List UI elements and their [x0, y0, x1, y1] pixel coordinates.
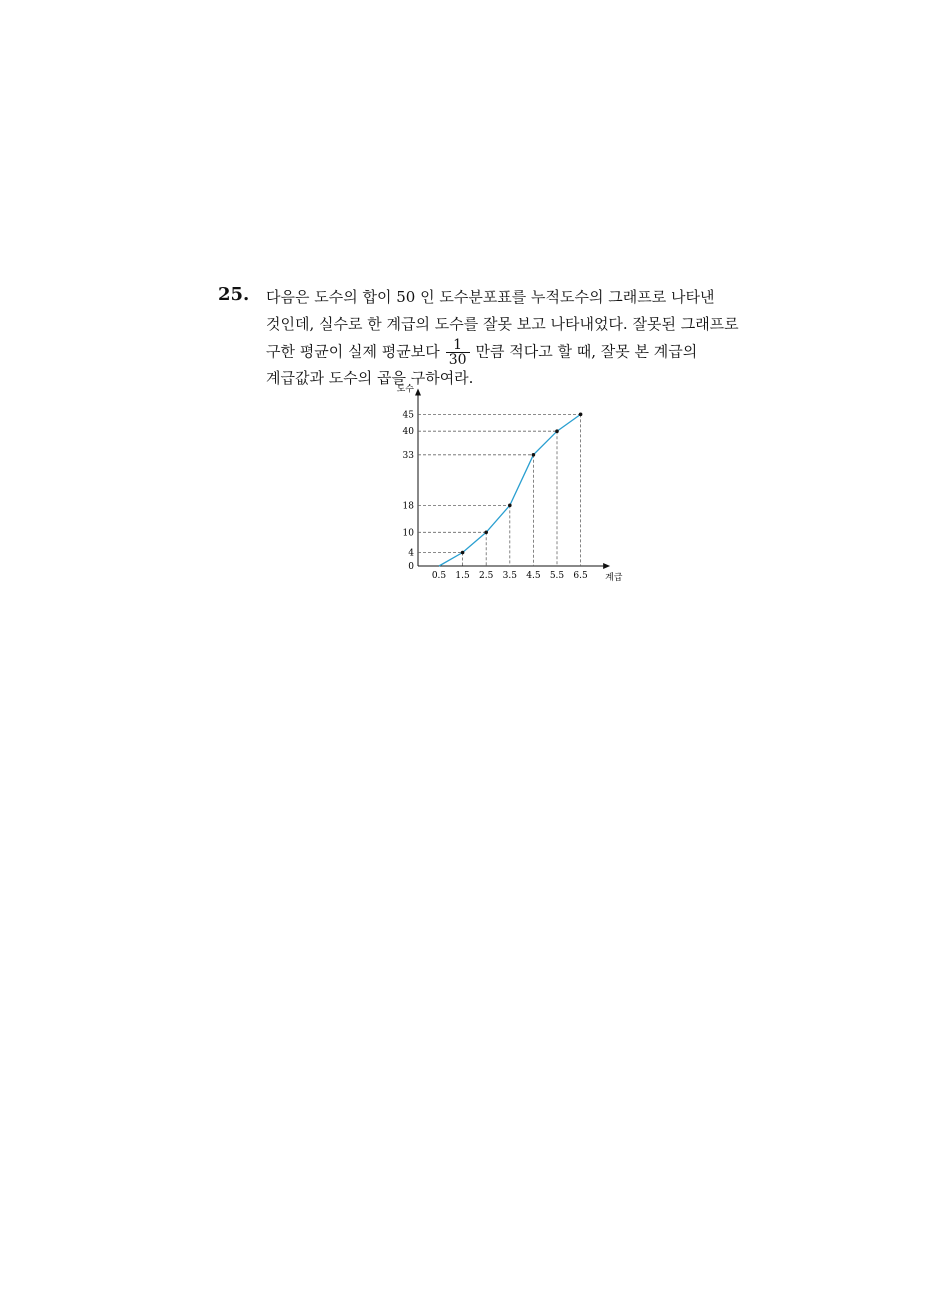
- question-line-1: 다음은 도수의 합이 50 인 도수분포표를 누적도수의 그래프로 나타낸: [266, 288, 715, 306]
- series: [439, 413, 582, 566]
- data-point: [579, 413, 583, 417]
- cumulative-frequency-graph: [384, 384, 634, 588]
- question-line-3-after: 만큼 적다고 할 때, 잘못 본 계급의: [475, 342, 698, 361]
- y-tick-label: 10: [402, 528, 414, 539]
- data-point: [555, 429, 559, 433]
- question-number: 25.: [218, 284, 250, 305]
- x-tick-label: 1.5: [455, 571, 470, 581]
- y-tick-label: 4: [408, 548, 414, 559]
- x-tick-label: 5.5: [549, 571, 565, 581]
- question-text: [266, 284, 786, 392]
- x-tick-label: 3.5: [502, 571, 517, 581]
- x-axis-label: 계급: [605, 573, 623, 583]
- question-line-3-before: 구한 평균이 실제 평균보다: [266, 342, 440, 361]
- data-point: [461, 551, 465, 555]
- x-tick-label: 0.5: [431, 571, 447, 581]
- question-line-2: 것인데, 실수로 한 계급의 도수를 잘못 보고 나타내었다. 잘못된 그래프로: [266, 315, 739, 333]
- y-tick-label: 0: [408, 562, 414, 572]
- tick-labels: [403, 410, 588, 581]
- question-line-3: [266, 337, 786, 368]
- fraction-denominator: 30: [448, 352, 467, 368]
- x-axis-arrow: [603, 563, 610, 569]
- guide-lines: [418, 414, 581, 566]
- fraction-numerator: 1: [446, 338, 470, 353]
- data-point: [532, 453, 536, 457]
- x-tick-label: 2.5: [479, 571, 494, 581]
- data-point: [508, 504, 512, 508]
- y-tick-label: 45: [402, 410, 414, 421]
- y-tick-label: 18: [402, 501, 414, 512]
- data-point: [484, 531, 488, 535]
- y-tick-label: 33: [402, 450, 414, 461]
- y-tick-label: 40: [402, 427, 414, 438]
- x-tick-label: 4.5: [526, 571, 541, 581]
- question-line-4: 계급값과 도수의 곱을 구하여라.: [266, 369, 474, 387]
- x-tick-label: 6.5: [573, 571, 588, 581]
- y-axis-label: 도수: [396, 384, 414, 395]
- fraction-one-thirtieth: [446, 338, 470, 367]
